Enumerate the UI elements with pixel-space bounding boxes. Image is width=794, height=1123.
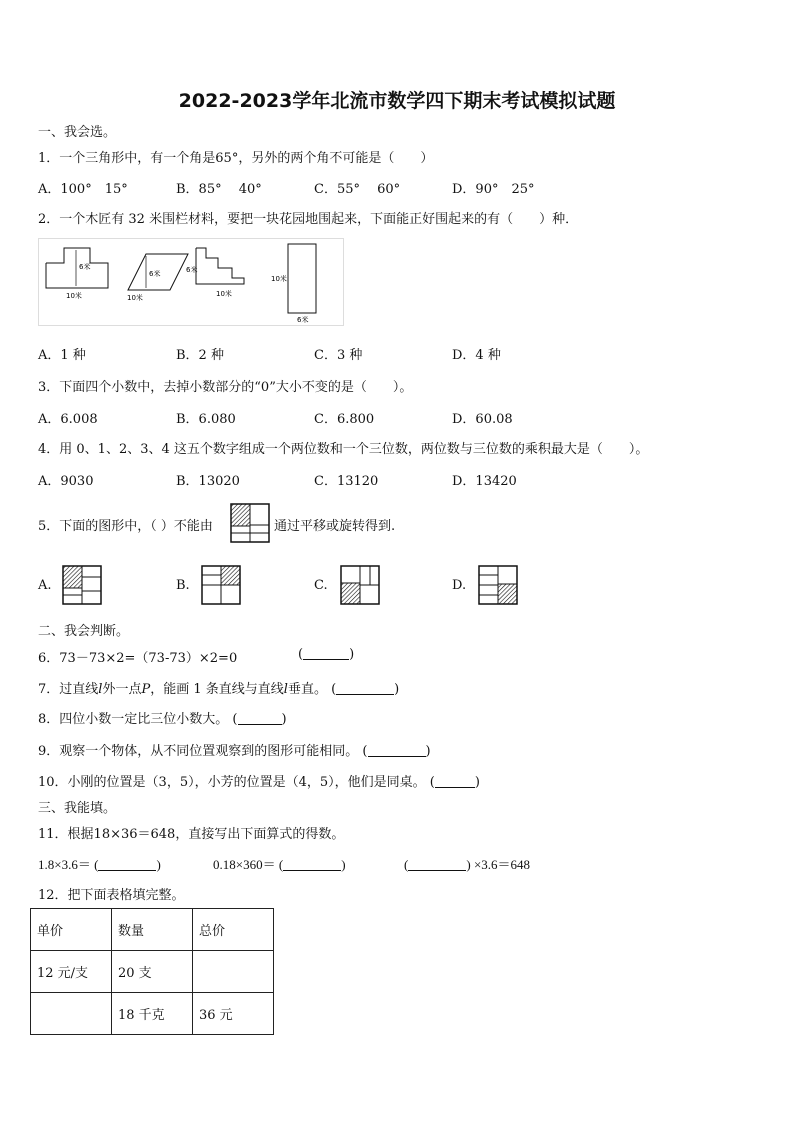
q5-option-d[interactable]: D. xyxy=(452,578,467,593)
question-2-stem: 2．一个木匠有 32 米围栏材料，要把一块花园地围起来，下面能正好围起来的有（ ）种． xyxy=(38,212,579,227)
q2-option-c[interactable]: C．3 种 xyxy=(314,348,363,363)
table-cell: 36 元 xyxy=(193,993,274,1035)
figure-label: 10米 xyxy=(216,290,232,298)
q3-option-c[interactable]: C．6.800 xyxy=(314,412,375,427)
section-heading: 一、我会选。 xyxy=(38,125,117,140)
figure-label: 6米 xyxy=(297,316,309,324)
q1-option-b[interactable]: B．85° 40° xyxy=(176,182,262,197)
option-c-tile[interactable] xyxy=(340,565,380,605)
question-4-stem: 4．用 0、1、2、3、4 这五个数字组成一个两位数和一个三位数，两位数与三位数的乘积最大是（ ）。 xyxy=(38,442,649,457)
figure-label: 6米 xyxy=(186,266,198,274)
q1-option-c[interactable]: C．55° 60° xyxy=(314,182,401,197)
q10-answer-blank[interactable]: ( ) xyxy=(429,775,480,790)
option-b-tile[interactable] xyxy=(201,565,241,605)
question-5-stem-start: 5．下面的图形中，（ ）不能由 xyxy=(38,519,213,534)
q3-option-a[interactable]: A．6.008 xyxy=(38,412,98,427)
table-cell-answer[interactable] xyxy=(193,951,274,993)
q5-option-b[interactable]: B. xyxy=(176,578,190,593)
q2-option-a[interactable]: A．1 种 xyxy=(38,348,86,363)
table-cell: 18 千克 xyxy=(112,993,193,1035)
price-table xyxy=(30,908,274,1035)
question-9: 9．观察一个物体，从不同位置观察到的图形可能相同。 ( ) xyxy=(38,744,431,759)
page-title: 2022-2023学年北流市数学四下期末考试模拟试题 xyxy=(178,90,616,112)
q3-option-d[interactable]: D．60.08 xyxy=(452,412,513,427)
reference-tile-figure xyxy=(230,503,270,543)
table-header-cell: 总价 xyxy=(193,909,274,951)
q6-answer-blank[interactable]: ( ) xyxy=(298,647,355,662)
q4-option-a[interactable]: A．9030 xyxy=(38,474,94,489)
q7-answer-blank[interactable]: ( ) xyxy=(331,682,400,697)
question-5-stem-end: 通过平移或旋转得到. xyxy=(274,519,396,534)
q1-option-a[interactable]: A．100° 15° xyxy=(38,182,128,197)
q4-option-d[interactable]: D．13420 xyxy=(452,474,517,489)
q11-blank-3[interactable] xyxy=(408,858,466,871)
q1-option-d[interactable]: D．90° 25° xyxy=(452,182,535,197)
q2-option-b[interactable]: B．2 种 xyxy=(176,348,224,363)
option-a-tile[interactable] xyxy=(62,565,102,605)
q11-expr-1: 1.8×3.6＝ ( ) xyxy=(38,857,161,872)
question-12-stem: 12．把下面表格填完整。 xyxy=(38,888,185,903)
q2-option-d[interactable]: D．4 种 xyxy=(452,348,501,363)
q11-blank-1[interactable] xyxy=(98,858,156,871)
q5-option-a[interactable]: A. xyxy=(38,578,52,593)
q9-answer-blank[interactable]: ( ) xyxy=(362,744,431,759)
question-8: 8．四位小数一定比三位小数大。 ( ) xyxy=(38,712,287,727)
q5-option-c[interactable]: C. xyxy=(314,578,328,593)
figure-label: 10米 xyxy=(271,275,287,283)
q8-answer-blank[interactable]: ( ) xyxy=(232,712,287,727)
table-header-cell: 数量 xyxy=(112,909,193,951)
figure-label: 6米 xyxy=(79,263,91,271)
question-10: 10．小刚的位置是（3，5），小芳的位置是（4，5），他们是同桌。 ( ) xyxy=(38,775,480,790)
garden-shapes-figure xyxy=(38,238,344,328)
q4-option-c[interactable]: C．13120 xyxy=(314,474,379,489)
table-header-cell: 单价 xyxy=(31,909,112,951)
section-heading: 三、我能填。 xyxy=(38,801,117,816)
question-7: 7．过直线l外一点P，能画 1 条直线与直线l垂直。 ( ) xyxy=(38,682,400,697)
table-cell: 20 支 xyxy=(112,951,193,993)
table-cell-answer[interactable] xyxy=(31,993,112,1035)
q3-option-b[interactable]: B．6.080 xyxy=(176,412,236,427)
table-row xyxy=(31,993,274,1035)
table-header-row xyxy=(31,909,274,951)
question-1-stem: 1．一个三角形中，有一个角是65°，另外的两个角不可能是（ ） xyxy=(38,151,434,166)
question-3-stem: 3．下面四个小数中，去掉小数部分的“0”大小不变的是（ ）。 xyxy=(38,380,413,395)
q11-expr-2: 0.18×360＝ ( ) xyxy=(213,857,346,872)
table-row xyxy=(31,951,274,993)
option-d-tile[interactable] xyxy=(478,565,518,605)
q11-expr-3: ( ) ×3.6＝648 xyxy=(404,857,531,872)
figure-label: 10米 xyxy=(66,292,82,300)
figure-label: 10米 xyxy=(127,294,143,302)
question-6: 6．73－73×2=（73-73）×2=0 xyxy=(38,651,238,666)
q11-blank-2[interactable] xyxy=(283,858,341,871)
section-heading: 二、我会判断。 xyxy=(38,624,130,639)
question-11-stem: 11．根据18×36＝648，直接写出下面算式的得数。 xyxy=(38,827,345,842)
table-cell: 12 元/支 xyxy=(31,951,112,993)
q4-option-b[interactable]: B．13020 xyxy=(176,474,240,489)
figure-label: 6米 xyxy=(149,270,161,278)
